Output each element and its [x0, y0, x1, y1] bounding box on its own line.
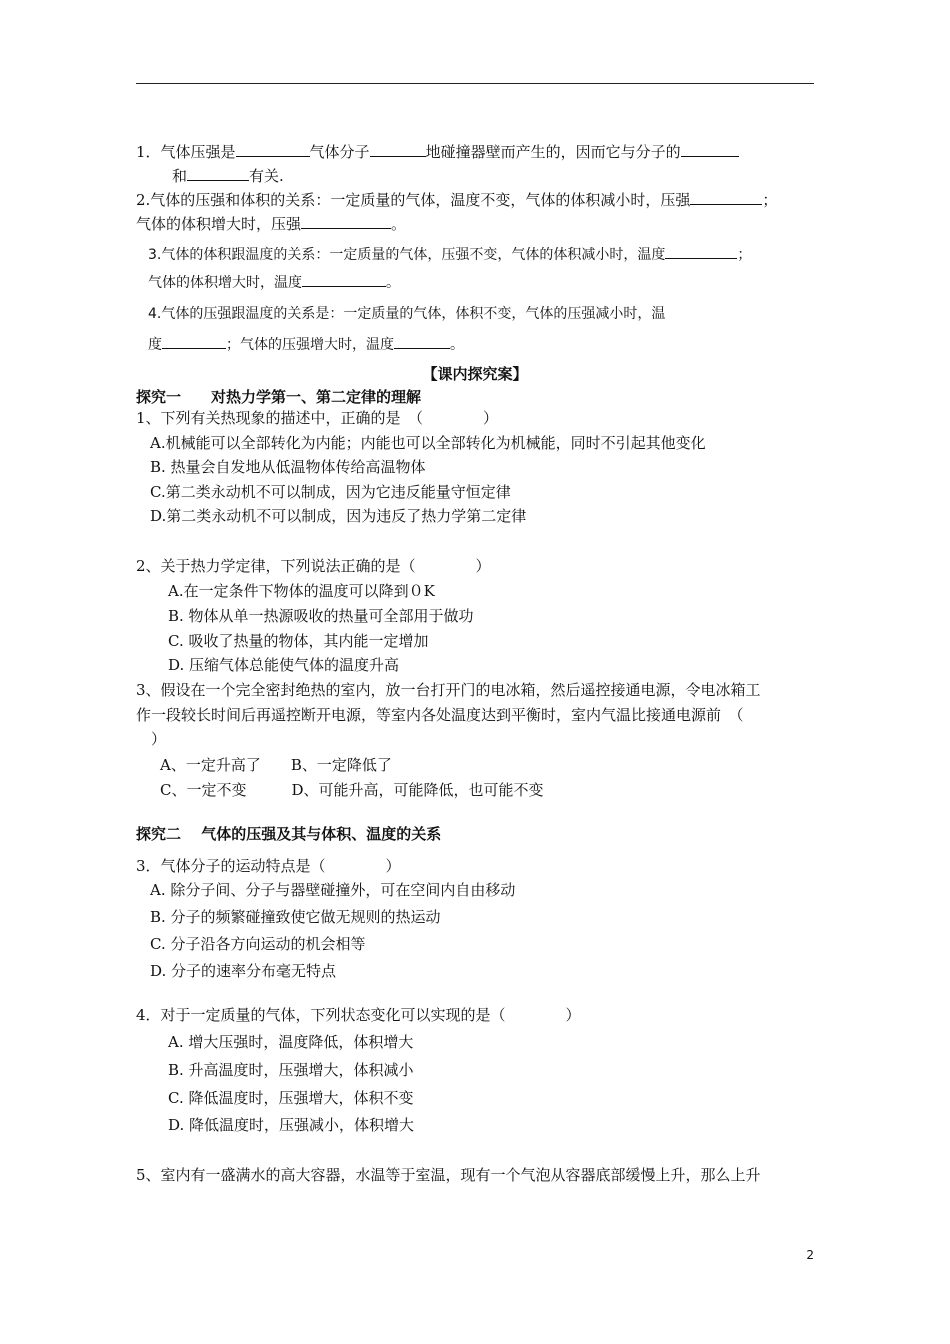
inquiry-1-title: 探究一 对热力学第一、第二定律的理解 — [136, 388, 422, 406]
fill-in-3-line-1: 3.气体的体积跟温度的关系：一定质量的气体，压强不变，气体的体积减小时，温度 ； — [148, 244, 751, 265]
option-b: B. 物体从单一热源吸收的热量可全部用于做功 — [168, 607, 474, 625]
option-a: A.机械能可以全部转化为内能；内能也可以全部转化为机械能，同时不引起其他变化 — [150, 434, 706, 452]
option-c: C. 降低温度时，压强增大，体积不变 — [168, 1089, 414, 1107]
options-row-2: C、一定不变 D、可能升高，可能降低，也可能不变 — [160, 781, 544, 799]
question-stem: 3．气体分子的运动特点是（ ） — [136, 857, 401, 875]
answer-blank — [690, 190, 762, 205]
question-stem-line-3: ） — [136, 730, 167, 748]
inquiry-2-title: 探究二 气体的压强及其与体积、温度的关系 — [136, 825, 442, 843]
question-stem: 4．对于一定质量的气体，下列状态变化可以实现的是（ ） — [136, 1006, 581, 1024]
option-d: D.第二类永动机不可以制成，因为违反了热力学第二定律 — [150, 507, 527, 525]
option-b: B. 分子的频繁碰撞致使它做无规则的热运动 — [150, 908, 441, 926]
header-rule — [136, 83, 814, 84]
option-a: A. 增大压强时，温度降低，体积增大 — [168, 1033, 414, 1051]
question-stem: 5、室内有一盛满水的高大容器，水温等于室温，现有一个气泡从容器底部缓慢上升，那么上升 — [136, 1166, 761, 1184]
option-c: C. 分子沿各方向运动的机会相等 — [150, 935, 366, 953]
options-row-1: A、一定升高了 B、一定降低了 — [160, 756, 392, 774]
answer-blank — [187, 166, 249, 181]
option-d: D. 分子的速率分布毫无特点 — [150, 962, 337, 980]
answer-blank — [370, 142, 426, 157]
fill-in-1-line-2: 和 有关. — [172, 167, 284, 185]
option-a: A.在一定条件下物体的温度可以降到０K — [168, 582, 435, 600]
answer-blank — [665, 244, 737, 259]
fill-in-4-line-1: 4.气体的压强跟温度的关系是：一定质量的气体，体积不变，气体的压强减小时，温 — [148, 306, 666, 322]
answer-blank — [302, 272, 386, 287]
fill-in-1-line-1: 1．气体压强是 气体分子 地碰撞器壁而产生的，因而它与分子的 — [136, 142, 739, 162]
option-d: D. 压缩气体总能使气体的温度升高 — [168, 656, 400, 674]
option-c: C. 吸收了热量的物体，其内能一定增加 — [168, 632, 429, 650]
option-b: B. 升高温度时，压强增大，体积减小 — [168, 1061, 414, 1079]
answer-blank — [681, 142, 739, 157]
option-a: A. 除分子间、分子与器壁碰撞外，可在空间内自由移动 — [150, 881, 516, 899]
question-stem: 2、关于热力学定律，下列说法正确的是（ ） — [136, 557, 491, 575]
answer-blank — [394, 334, 450, 349]
question-stem-line-2: 作一段较长时间后再遥控断开电源，等室内各处温度达到平衡时，室内气温比接通电源前 （ — [136, 706, 744, 724]
option-b: B. 热量会自发地从低温物体传给高温物体 — [150, 458, 426, 476]
page-number: 2 — [806, 1248, 814, 1262]
answer-blank — [162, 334, 226, 349]
option-c: C.第二类永动机不可以制成，因为它违反能量守恒定律 — [150, 483, 511, 501]
fill-in-3-line-2: 气体的体积增大时，温度 。 — [148, 272, 400, 293]
answer-blank — [236, 142, 310, 157]
fill-in-2-line-2: 气体的体积增大时，压强 。 — [136, 215, 407, 233]
answer-blank — [301, 214, 391, 229]
fill-in-4-line-2: 度 ；气体的压强增大时，温度 。 — [148, 334, 464, 355]
option-d: D. 降低温度时，压强减小，体积增大 — [168, 1116, 415, 1134]
section-title: 【课内探究案】 — [422, 365, 528, 383]
fill-in-2-line-1: 2.气体的压强和体积的关系：一定质量的气体，温度不变，气体的体积减小时，压强 ； — [136, 191, 778, 209]
question-stem: 1、下列有关热现象的描述中，正确的是 （ ） — [136, 409, 499, 427]
question-stem-line-1: 3、假设在一个完全密封绝热的室内，放一台打开门的电冰箱，然后遥控接通电源，令电冰箱工 — [136, 681, 761, 699]
